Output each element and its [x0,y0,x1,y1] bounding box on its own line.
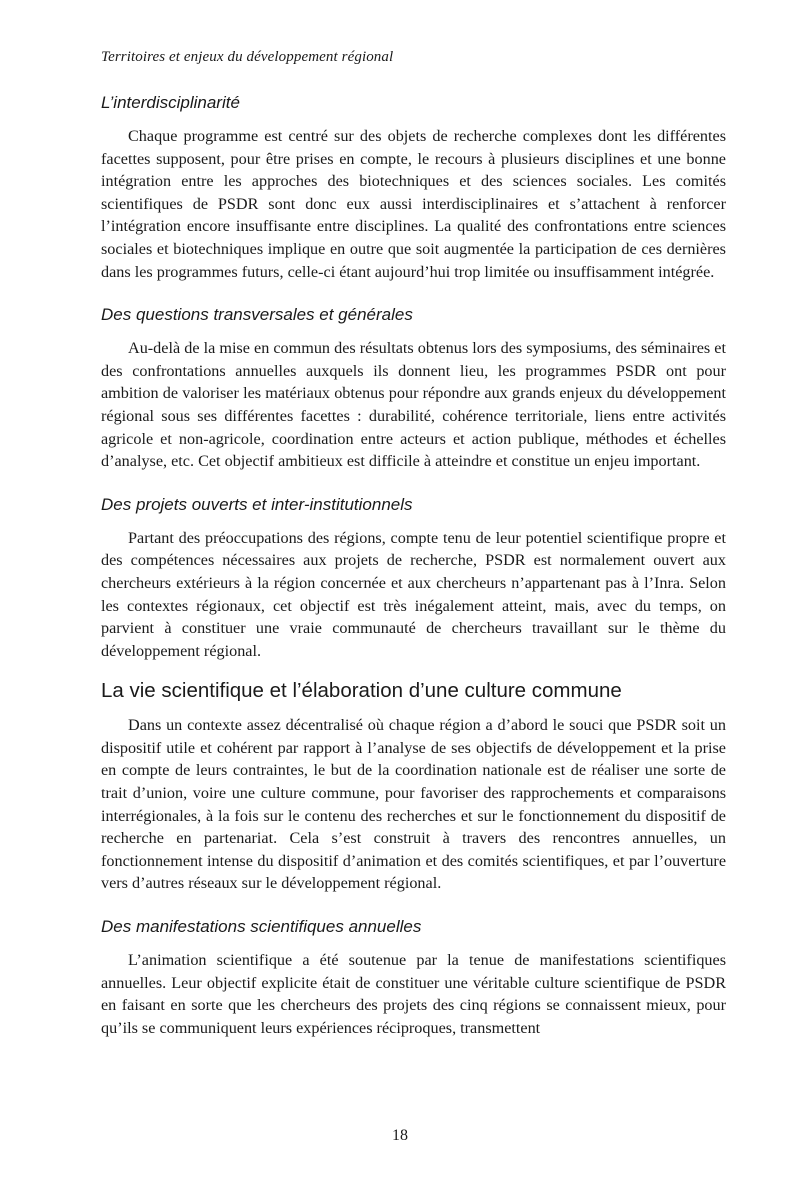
subheading-annual-events: Des manifestations scientifiques annuelles [101,917,422,937]
spacer [101,662,726,678]
page-number: 18 [392,1127,408,1144]
paragraph-transversal-questions: Au-delà de la mise en commun des résultats obtenus lors des symposiums, des séminaires et des confrontations annuelles auxquels ils donnent lieu, les programmes PSDR ont pour ambition de valoriser les matériaux obtenus pour répondre aux grands enjeux du développement régional sous ses différentes facettes : durabilité, cohérence territoriale, liens entre activités agricole et non-agricole, coordination entre acteurs et action publique, méthodes et échelles d’analyse, etc. Cet objectif ambitieux est difficile à atteindre et constitue un enjeu important. [101,339,726,471]
paragraph-open-projects: Partant des préoccupations des régions, compte tenu de leur potentiel scientifique propre et des compétences nécessaires aux projets de recherche, PSDR est normalement ouvert aux chercheurs extérieurs à la région concernée et aux chercheurs n’appartenant pas à l’Inra. Selon les contextes régionaux, cet objectif est très inégalement atteint, mais, avec du temps, on parvient à constituer une vraie communauté de chercheurs travaillant sur le thème du développement régional. [101,528,726,660]
spacer [101,895,726,916]
running-header: Territoires et enjeux du développement régional [101,49,394,65]
spacer [101,473,726,494]
paragraph-interdisciplinarity: Chaque programme est centré sur des objets de recherche complexes dont les différentes facettes supposent, pour être prises en compte, le recours à plusieurs disciplines et une bonne intégration entre les approches des biotechniques et des sciences sociales. Les comités scientifiques de PSDR sont donc eux aussi interdisciplinaires et s’attachent à renforcer l’intégration encore insuffisante entre disciplines. La qualité des confrontations entre sciences sociales et biotechniques implique en outre que soit augmentée la participation de ces dernières dans les programmes futurs, celle-ci étant aujourd’hui trop limitée ou insuffisamment intégrée. [101,127,726,281]
subheading-open-projects: Des projets ouverts et inter-institutionnels [101,494,413,514]
page-content [101,92,726,1039]
paragraph-annual-events: L’animation scientifique a été soutenue par la tenue de manifestations scientifiques annuelles. Leur objectif explicite était de constituer une véritable culture scientifique de PSDR en faisant en sorte que les chercheurs des projets des cinq régions se connaissent mieux, pour qu’ils se communiquent leurs expériences réciproques, transmettent [101,951,726,1037]
section-heading-scientific-life: La vie scientifique et l’élaboration d’une culture commune [101,679,622,703]
spacer [101,283,726,304]
paragraph-scientific-life: Dans un contexte assez décentralisé où chaque région a d’abord le souci que PSDR soit un dispositif utile et cohérent par rapport à l’analyse de ses objectifs de développement et la prise en compte de leurs contraintes, le but de la coordination nationale est de réaliser une sorte de trait d’union, voire une culture commune, pour favoriser des rapprochements et comparaisons interrégionales, à la fois sur le contenu des recherches et sur le fonctionnement du dispositif de recherche en partenariat. Cela s’est construit à travers des rencontres annuelles, un fonctionnement intense du dispositif d’animation et des comités scientifiques, et par l’ouverture vers d’autres réseaux sur le développement régional. [101,716,726,893]
subheading-transversal-questions: Des questions transversales et générales [101,305,413,325]
subheading-interdisciplinarity: L’interdisciplinarité [101,93,240,112]
